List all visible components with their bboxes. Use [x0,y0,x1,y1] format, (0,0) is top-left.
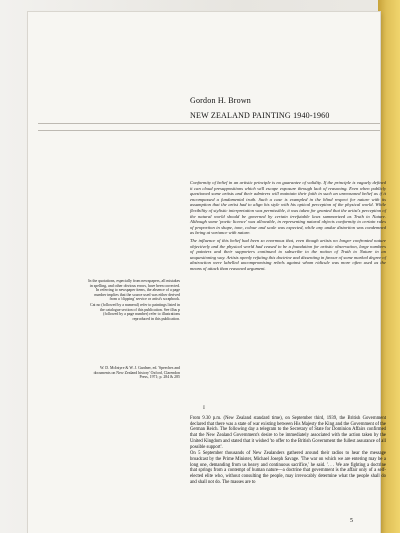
section-marker: I [203,406,205,411]
book-page [28,12,386,533]
body-paragraph: From 9.30 p.m. (New Zealand standard time), on September third, 1939, the British Government declared that there was a state of war existing between His Majesty the King and the Government of the German Reich. The following day a telegram to the Secretary of State for Dominion Affairs confirmed that the New Zealand Government's desire to be immediately associated with the action taken by the United Kingdom and stated that it wished 'to offer to the British Government the fullest assurance of all possible support'. [190,416,386,450]
margin-note-paragraph: Cat no (followed by a numeral) refer to paintings listed in the catalogue section of this publication. See illus p (followed by a page number) refer to illustrations reproduced in this publication. [90,302,180,321]
page-number: 5 [350,518,353,524]
author-name: Gordon H. Brown [190,96,251,105]
header-rule [38,123,380,124]
lead-italic-text [190,180,386,274]
body-paragraph: On 5 September thousands of New Zealanders gathered around their radios to hear the message broadcast by the Prime Minister, Michael Joseph Savage. 'The war on which we are entering may be a long one, demanding from us heavy and continuous sacrifice,' he said. '. . . We are fighting a doctrine that springs from a contempt of human nature—a doctrine that government is the affair only of a self-elected elite who, without consulting the people, may irrevocably determine what the people shall do and shall not do. The masses are to [190,451,386,485]
chapter-title: NEW ZEALAND PAINTING 1940-1960 [190,111,330,120]
margin-note-citation [88,366,180,381]
title-rule [38,130,380,131]
lead-paragraph: Conformity of belief in an artistic principle is no guarantee of validity. If the principle is vaguely defined it can cloud presuppositions which will escape exposure through lack of reasoning. Even when publicly questioned some artists and their admirers will maintain their faith in such an unreasoned belief as if it encompassed a fundamental truth. Such a case is exampled in the blind respect for nature with its assumption that the artist had to align his style with his optical perception of the physical world. While flexibility of stylistic interpretation was permissible, it was taken for granted that the artist's perception of the natural world should be governed by certain irrefutable laws summarized as Truth to Nature. Although some 'poetic licence' was allowable, in representing natural objects conformity to certain rules of proportion in shape, tone, colour and scale was expected, while any undue distortion was condemned as being at variance with nature. [190,180,386,236]
margin-note-conventions [88,279,180,322]
margin-note-paragraph: In the quotations, especially from newspapers, all mistakes in spelling, and other obvious errors, have been corrected. In referring to newspaper items, the absence of a page number implies that the source used was either derived from a 'clipping' service or artist's scrapbook. [88,279,180,302]
lead-paragraph: The influence of this belief had been so enormous that, even though artists no longer confronted nature objectively and the physical world had ceased to be a foundation for artistic observation, large numbers of painters and their supporters continued to subscribe to the notion of Truth to Nature in an unquestioning way. Artists openly refuting this doctrine and dissenting in favour of some marked degree of abstraction were labelled uncompromising rebels against whom ridicule was more often used as the means of attack than reasoned argument. [190,237,386,271]
margin-note-paragraph: W. D. McIntyre & W. J. Gardner, ed. 'Speeches and documents on New Zealand history' Oxford, Clarendon Press, 1971; p. 284 & 285 [93,366,180,380]
body-text [190,416,386,486]
